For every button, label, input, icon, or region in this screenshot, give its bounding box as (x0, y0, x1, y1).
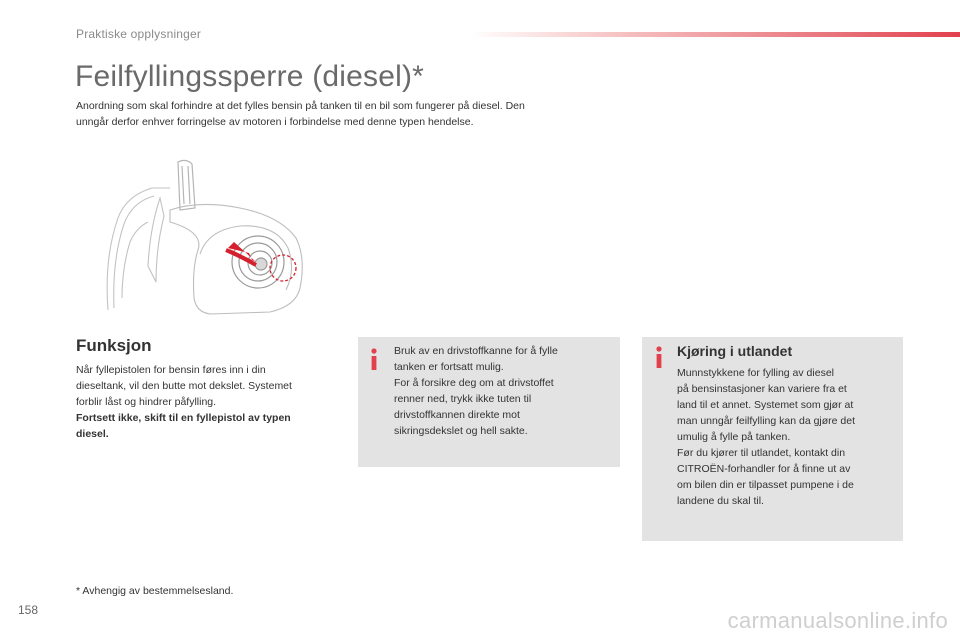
intro-line: Anordning som skal forhindre at det fylles bensin på tanken til en bil som fungerer på diesel. Den (76, 100, 525, 112)
fuel-filler-cap-illustration (100, 158, 315, 320)
filler-recess (170, 204, 302, 314)
filler-neck (232, 236, 284, 288)
header-accent-bar (470, 32, 960, 37)
funksjon-body (76, 362, 338, 442)
info-box-driving-abroad (642, 337, 903, 541)
info-box-text (394, 343, 604, 439)
info-line: renner ned, trykk ikke tuten til (394, 393, 532, 405)
info-line: sikringsdekslet og hell sakte. (394, 425, 528, 437)
intro-paragraph (76, 98, 636, 130)
info-box-fuel-can (358, 337, 620, 467)
body-line: dieseltank, vil den butte mot dekslet. Systemet (76, 380, 292, 392)
section-header: Praktiske opplysninger (76, 27, 202, 41)
info-line: Munnstykkene for fylling av diesel (677, 367, 834, 379)
intro-line: unngår derfor enhver forringelse av motoren i forbindelse med denne typen hendelse. (76, 116, 474, 128)
section-heading-funksjon: Funksjon (76, 336, 152, 355)
info-icon (652, 345, 666, 369)
info-box-text (677, 365, 892, 509)
page-title: Feilfyllingssperre (diesel)* (75, 60, 425, 93)
warning-line: diesel. (76, 428, 109, 440)
info-line: om bilen din er tilpasset pumpene i de (677, 479, 854, 491)
info-line: CITROËN-forhandler for å finne ut av (677, 463, 851, 475)
info-line: på bensinstasjoner kan variere fra et (677, 383, 847, 395)
info-line: land til et annet. Systemet som gjør at (677, 399, 854, 411)
warning-line: Fortsett ikke, skift til en fyllepistol av typen (76, 412, 291, 424)
footnote: * Avhengig av bestemmelsesland. (76, 585, 234, 597)
body-line: forblir låst og hindrer påfylling. (76, 396, 217, 408)
body-line: Når fyllepistolen for bensin føres inn i din (76, 364, 266, 376)
info-box-title: Kjøring i utlandet (677, 343, 793, 359)
info-line: landene du skal til. (677, 495, 764, 507)
info-line: drivstoffkannen direkte mot (394, 409, 520, 421)
page-number: 158 (18, 603, 39, 617)
info-line: man unngår feilfylling kan da gjøre det (677, 415, 856, 427)
watermark: carmanualsonline.info (727, 608, 948, 633)
fuel-nozzle-handle (178, 160, 195, 210)
info-line: Bruk av en drivstoffkanne for å fylle (394, 345, 558, 357)
info-line: umulig å fylle på tanken. (677, 431, 791, 443)
info-line: For å forsikre deg om at drivstoffet (394, 377, 554, 389)
info-icon (367, 347, 381, 371)
info-line: Før du kjører til utlandet, kontakt din (677, 447, 846, 459)
car-body-outline (107, 188, 170, 310)
info-line: tanken er fortsatt mulig. (394, 361, 504, 373)
